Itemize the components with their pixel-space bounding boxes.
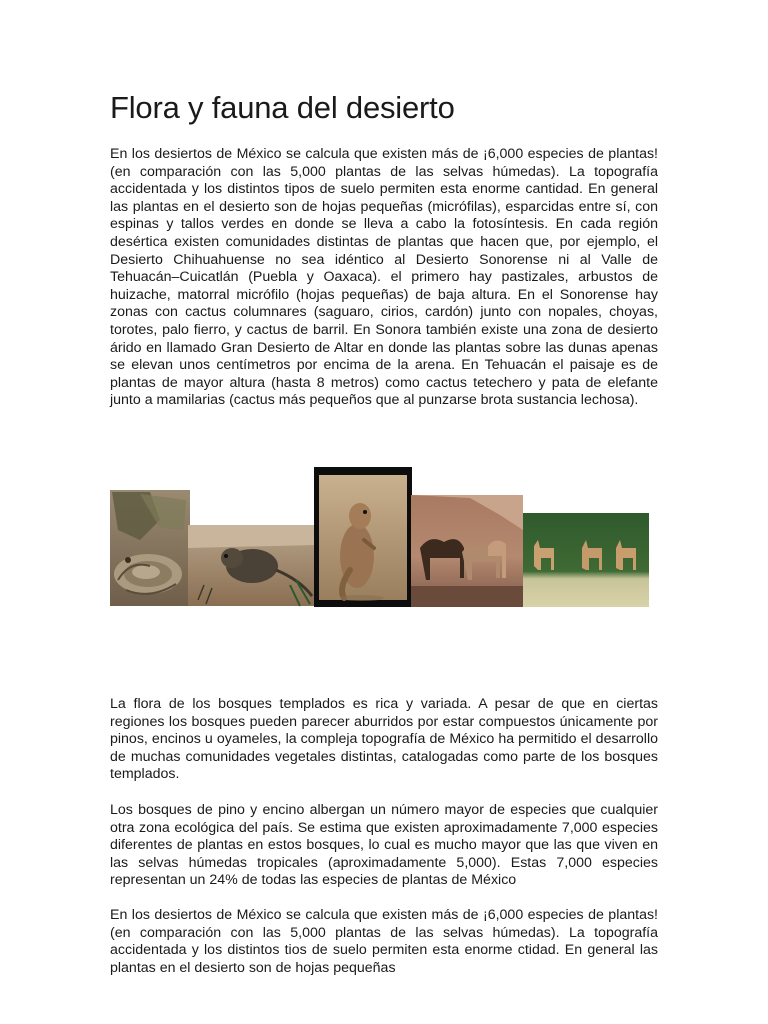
paragraph-desert-flora: En los desiertos de México se calcula que existen más de ¡6,000 especies de plantas! (en comparación con las 5,000 plantas de las selvas húmedas). La topografía accidentada y los distintos tipos de suelo permiten esta enorme cantidad. En general las plantas en el desierto son de hojas pequeñas (micrófilas), esparcidas entre sí, con espinas y tallos verdes en donde se lleva a cabo la fotosíntesis. En cada región desértica existen comunidades distintas de plantas que hacen que, por ejemplo, el Desierto Chihuahuense no sea idéntico al Desierto Sonorense ni al Valle de Tehuacán–Cuicatlán (Puebla y Oaxaca). el primero hay pastizales, arbustos de huizache, matorral micrófilo (hojas pequeñas) de baja altura. En el Sonorense hay zonas con cactus columnares (saguaro, cirios, cardón) junto con nopales, choyas, torotes, palo fierro, y cactus de barril. En Sonora también existe una zona de desierto árido en llamado Gran Desierto de Altar en donde las plantas sobre las dunas apenas se elevan unos centímetros por encima de la arena. En Tehuacán el paisaje es de plantas de mayor altura (hasta 8 metros) como cactus tetechero y pata de elefante junto a mamilarias (cactus más pequeños que al punzarse brota sustancia lechosa). — [110, 146, 658, 409]
ground-squirrel-photo — [314, 467, 412, 607]
page-title: Flora y fauna del desierto — [110, 90, 455, 125]
camels-photo — [411, 495, 523, 607]
guanacos-photo — [523, 513, 649, 607]
rattlesnake-photo — [110, 490, 190, 606]
paragraph-pine-oak-forests: Los bosques de pino y encino albergan un número mayor de especies que cualquier otra zona ecológica del país. Se estima que existen aproximadamente 7,000 especies diferentes de plantas en estos bosques, lo cual es mucho mayor que las que viven en las selvas húmedas tropicales (aproximadamente 5,000). Estas 7,000 especies representan un 24% de todas las especies de plantas de México — [110, 802, 658, 889]
rodent-photo — [188, 525, 316, 606]
paragraph-desert-flora-repeat: En los desiertos de México se calcula que existen más de ¡6,000 especies de plantas! (en comparación con las 5,000 plantas de las selvas húmedas). La topografía accidentada y los distintos tios de suelo permiten esta enorme ctidad. En general las plantas en el desierto son de hojas pequeñas — [110, 907, 658, 976]
paragraph-temperate-forests: La flora de los bosques templados es rica y variada. A pesar de que en ciertas regiones los bosques pueden parecer aburridos por estar compuestos únicamente por pinos, encinos u oyameles, la compleja topografía de México ha permitido el desarrollo de muchas comunidades vegetales distintas, catalogadas como parte de los bosques templados. — [110, 696, 658, 783]
